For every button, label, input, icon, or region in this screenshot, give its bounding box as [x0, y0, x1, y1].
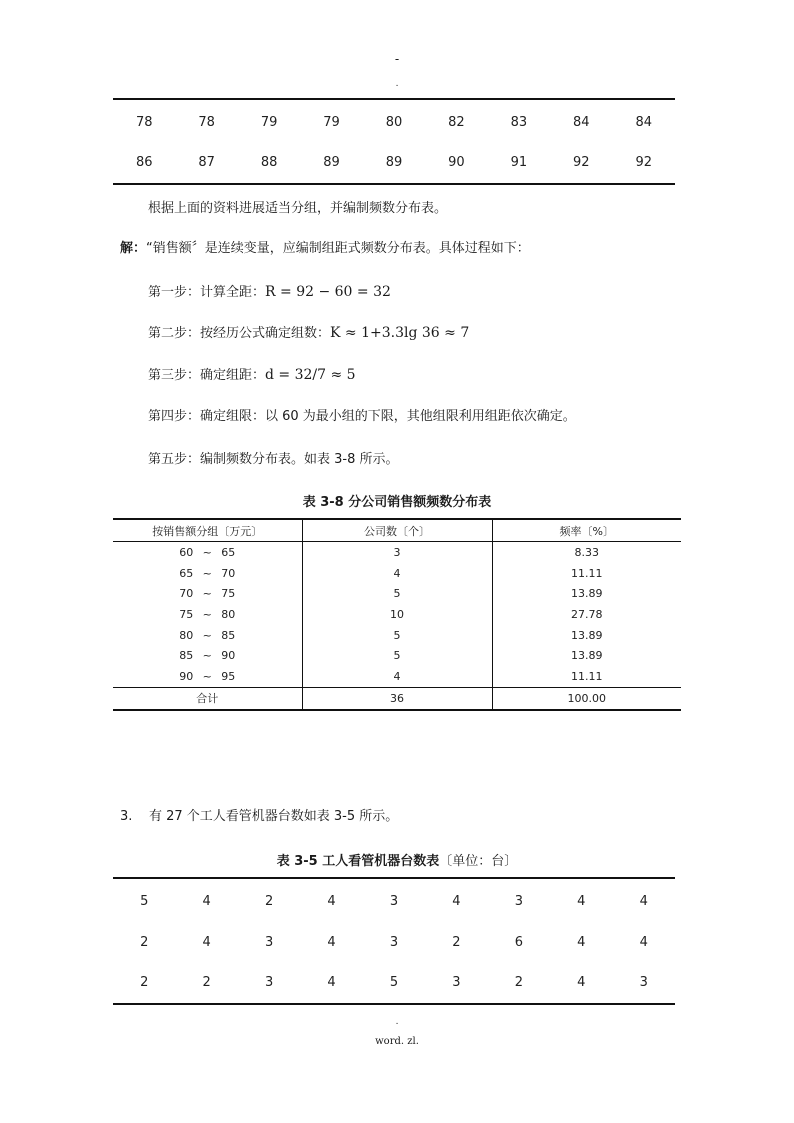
range-label	[168, 587, 246, 600]
table-bottom-rule	[113, 183, 675, 185]
table-cell: 2	[202, 975, 211, 991]
table-row	[113, 962, 675, 1003]
range-tilde: ~	[202, 607, 212, 621]
freq-total-rate: 100.00	[492, 687, 681, 709]
step-3	[148, 366, 356, 385]
freq-group-cell	[113, 666, 302, 687]
table-cell: 4	[639, 934, 648, 950]
freq-rate-cell: 8.33	[492, 542, 681, 563]
freq-header-group: 按销售额分组〔万元〕	[113, 520, 302, 542]
freq-group-cell	[113, 604, 302, 625]
question-3	[120, 808, 398, 826]
table-cell: 4	[327, 934, 336, 950]
range-label	[168, 649, 246, 662]
range-label	[168, 629, 246, 642]
freq-group-cell	[113, 542, 302, 563]
table-cell: 87	[198, 155, 215, 171]
table-row	[113, 881, 675, 922]
table-3-5-bottom-rule	[113, 1003, 675, 1005]
freq-total-label: 合计	[113, 687, 302, 709]
table-cell: 86	[135, 155, 153, 171]
step-5: 第五步：编制频数分布表。如表 3-8 所示。	[148, 452, 399, 467]
table-cell: 4	[639, 893, 648, 909]
table-cell: 3	[389, 893, 399, 909]
table-3-5-top-rule	[113, 877, 675, 879]
table-cell: 79	[323, 114, 340, 130]
range-label	[168, 567, 246, 580]
range-label	[168, 546, 246, 559]
table-cell: 89	[385, 155, 403, 171]
table-3-8-bottom-rule	[113, 709, 681, 711]
frequency-table	[113, 520, 681, 709]
freq-count-cell: 3	[302, 542, 492, 563]
range-tilde: ~	[202, 566, 212, 580]
table-cell: 91	[510, 155, 528, 171]
freq-total-row	[113, 687, 681, 709]
table-cell: 2	[452, 934, 461, 950]
freq-count-cell: 10	[302, 604, 492, 625]
freq-group-cell	[113, 563, 302, 584]
table-cell: 4	[577, 893, 586, 909]
range-upper: 65	[221, 545, 236, 559]
freq-count-cell: 4	[302, 666, 492, 687]
table-3-5-caption-unit: 〔单位：台〕	[439, 854, 518, 869]
range-lower: 90	[179, 669, 194, 683]
table-cell: 3	[264, 975, 274, 991]
question-3-number: 3.	[120, 809, 133, 824]
table-3-5-caption-title: 表 3-5 工人看管机器台数表	[276, 854, 440, 869]
table-cell: 2	[264, 893, 274, 909]
range-upper: 85	[221, 628, 236, 642]
freq-rate-cell: 11.11	[492, 563, 681, 584]
freq-row	[113, 583, 681, 604]
range-tilde: ~	[202, 587, 212, 601]
range-lower: 65	[179, 566, 194, 580]
freq-count-cell: 5	[302, 583, 492, 604]
table-row	[113, 922, 675, 963]
range-tilde: ~	[202, 669, 212, 683]
table-cell: 82	[448, 114, 465, 130]
freq-rate-cell: 27.78	[492, 604, 681, 625]
table-cell: 2	[514, 975, 523, 991]
table-cell: 4	[577, 975, 586, 991]
table-row	[113, 102, 675, 143]
range-lower: 60	[179, 545, 194, 559]
range-upper: 90	[221, 649, 236, 663]
table-cell: 4	[327, 893, 336, 909]
instruction-text: 根据上面的资料进展适当分组，并编制频数分布表。	[148, 201, 448, 216]
table-cell: 3	[639, 975, 648, 991]
table-cell: 3	[514, 893, 523, 909]
step-3-label: 第三步：确定组距：	[148, 368, 266, 383]
freq-row	[113, 542, 681, 563]
freq-rate-cell: 13.89	[492, 583, 681, 604]
freq-row	[113, 604, 681, 625]
freq-row	[113, 666, 681, 687]
table-cell: 4	[577, 934, 586, 950]
freq-count-cell: 4	[302, 563, 492, 584]
step-2-formula: K ≈ 1+3.3lg 36 ≈ 7	[330, 325, 470, 341]
machines-table	[113, 881, 675, 1003]
table-row	[113, 143, 675, 184]
table-cell: 83	[510, 114, 528, 130]
table-cell: 3	[389, 934, 399, 950]
table-cell: 4	[452, 893, 461, 909]
freq-total-count: 36	[302, 687, 492, 709]
table-cell: 4	[202, 893, 211, 909]
freq-header-count: 公司数〔个〕	[302, 520, 492, 542]
table-cell: 2	[140, 934, 149, 950]
range-tilde: ~	[202, 545, 212, 559]
footer-text: word. zl.	[375, 1036, 419, 1047]
table-cell: 4	[327, 975, 336, 991]
table-cell: 84	[573, 114, 590, 130]
header-mark: -	[394, 52, 400, 66]
table-cell: 3	[264, 934, 274, 950]
solution-label: 解：	[120, 241, 147, 256]
range-upper: 80	[221, 607, 236, 621]
freq-rate-cell: 13.89	[492, 645, 681, 666]
step-4: 第四步：确定组限：以 60 为最小组的下限，其他组限利用组距依次确定。	[148, 409, 576, 424]
table-cell: 78	[198, 114, 215, 130]
footer-dot: .	[395, 1017, 399, 1027]
freq-group-cell	[113, 583, 302, 604]
table-cell: 3	[452, 975, 461, 991]
freq-row	[113, 625, 681, 646]
freq-row	[113, 563, 681, 584]
freq-count-cell: 5	[302, 645, 492, 666]
table-cell: 92	[635, 155, 653, 171]
step-3-formula: d = 32/7 ≈ 5	[265, 367, 356, 383]
step-1-label: 第一步：计算全距：	[148, 285, 266, 300]
table-cell: 4	[202, 934, 211, 950]
freq-row	[113, 645, 681, 666]
table-cell: 80	[385, 114, 403, 130]
table-top-rule	[113, 98, 675, 100]
freq-header-rate: 频率〔%〕	[492, 520, 681, 542]
range-upper: 70	[221, 566, 236, 580]
range-lower: 70	[179, 587, 194, 601]
freq-count-cell: 5	[302, 625, 492, 646]
table-cell: 79	[260, 114, 278, 130]
range-upper: 95	[221, 669, 236, 683]
table-cell: 6	[514, 934, 523, 950]
range-lower: 75	[179, 607, 194, 621]
table-cell: 78	[135, 114, 153, 130]
freq-group-cell	[113, 625, 302, 646]
step-2-label: 第二步：按经历公式确定组数：	[148, 326, 331, 341]
step-1	[148, 283, 391, 302]
table-cell: 84	[635, 114, 653, 130]
table-cell: 5	[389, 975, 399, 991]
header-dot: .	[395, 79, 399, 89]
sales-data-table	[113, 102, 675, 183]
table-cell: 5	[140, 893, 149, 909]
range-tilde: ~	[202, 649, 212, 663]
table-3-8-caption: 表 3-8 分公司销售额频数分布表	[302, 495, 492, 510]
range-lower: 85	[179, 649, 194, 663]
step-1-formula: R = 92 − 60 = 32	[265, 284, 391, 300]
range-upper: 75	[221, 587, 236, 601]
freq-rate-cell: 11.11	[492, 666, 681, 687]
range-label	[168, 670, 246, 683]
question-3-text: 有 27 个工人看管机器台数如表 3-5 所示。	[148, 809, 399, 824]
range-lower: 80	[179, 628, 194, 642]
table-3-5-caption	[0, 850, 794, 869]
range-tilde: ~	[202, 628, 212, 642]
freq-rate-cell: 13.89	[492, 625, 681, 646]
table-cell: 92	[573, 155, 590, 171]
table-cell: 89	[323, 155, 340, 171]
table-cell: 90	[448, 155, 465, 171]
table-cell: 88	[260, 155, 278, 171]
freq-group-cell	[113, 645, 302, 666]
step-2	[148, 324, 469, 343]
table-cell: 2	[140, 975, 149, 991]
range-label	[168, 608, 246, 621]
solution-text: “销售额〞是连续变量，应编制组距式频数分布表。具体过程如下：	[146, 241, 530, 256]
solution-paragraph	[120, 240, 530, 258]
